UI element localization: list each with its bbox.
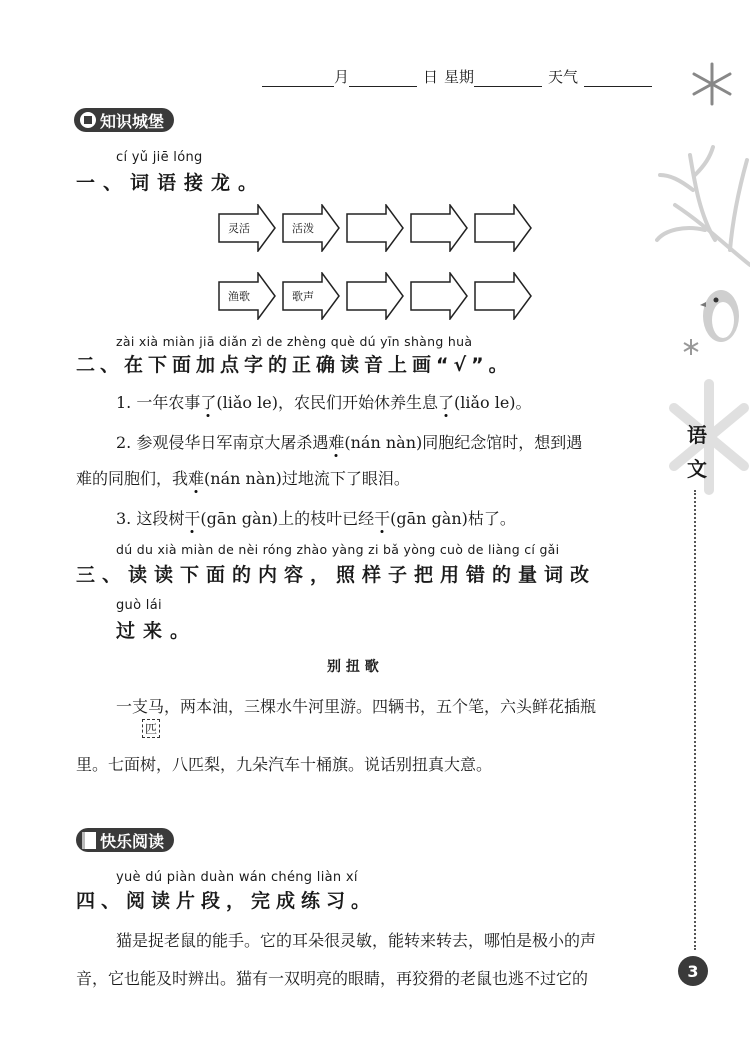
arrow-box[interactable]: 渔歌 (218, 272, 276, 320)
castle-icon (80, 112, 96, 128)
q2-title: 二、在下面加点字的正确读音上画“√”。 (76, 354, 513, 376)
q2-sentence-3: 3. 这段树干(gān gàn)上的枝叶已经干(gān gàn)枯了。 (116, 509, 516, 528)
book-icon (82, 832, 96, 849)
dotted-char: 干 (374, 509, 391, 528)
q1-title: 一、词语接龙。 (76, 172, 266, 194)
dotted-char: 难 (328, 433, 345, 452)
q3-pinyin-2: guò lái (116, 598, 162, 613)
month-label: 月 (334, 68, 350, 86)
q3-title-2: 过来。 (116, 620, 198, 642)
weather-blank (584, 69, 652, 87)
penguin-icon (698, 282, 744, 344)
arrow-box[interactable]: 灵活 (218, 204, 276, 252)
q2-sentence-2: 2. 参观侵华日军南京大屠杀遇难(nán nàn)同胞纪念馆时，想到遇 (116, 433, 583, 452)
arrow-box[interactable] (410, 204, 468, 252)
dotted-char: 难 (188, 469, 205, 488)
section-badge-knowledge (74, 108, 174, 132)
dotted-char: 了 (200, 393, 217, 412)
weather-label: 天气 (548, 68, 579, 86)
section-badge-reading (76, 828, 174, 852)
dotted-char: 干 (184, 509, 201, 528)
day-label: 日 (423, 68, 439, 86)
q2-sentence-1: 1. 一年农事了(liǎo le)，农民们开始休养生息了(liǎo le)。 (116, 393, 532, 412)
poem-title: 别 扭 歌 (327, 659, 379, 675)
example-correction (142, 718, 160, 738)
section-label: 快乐阅读 (100, 831, 165, 851)
q4-pinyin: yuè dú piàn duàn wán chéng liàn xí (116, 870, 358, 885)
poem-line-1: 一支马，两本油，三棵水牛河里游。四辆书，五个笔，六头鲜花插瓶 (116, 697, 597, 716)
dotted-divider (694, 490, 696, 950)
dotted-char: 了 (437, 393, 454, 412)
snowflake-icon (690, 62, 734, 106)
small-snowflake-icon (682, 338, 700, 356)
tree-icon (655, 145, 750, 275)
day-blank (349, 69, 417, 87)
q1-pinyin: cí yǔ jiē lóng (116, 150, 203, 165)
subject-tab: 语文 (687, 423, 707, 481)
q2-pinyin: zài xià miàn jiā diǎn zì de zhèng què dú yīn shàng huà (116, 334, 473, 349)
arrow-box[interactable] (410, 272, 468, 320)
q4-title: 四、阅读片段，完成练习。 (76, 890, 377, 912)
q3-title: 三、读读下面的内容，照样子把用错的量词改 (76, 564, 597, 586)
arrow-box[interactable]: 歌声 (282, 272, 340, 320)
weekday-label: 星期 (444, 68, 475, 86)
q3-pinyin: dú du xià miàn de nèi róng zhào yàng zi bǎ yòng cuò de liàng cí gǎi (116, 542, 560, 557)
example-word: 匹 (142, 719, 160, 738)
reading-paragraph-line-1: 猫是捉老鼠的能手。它的耳朵很灵敏，能转来转去，哪怕是极小的声 (116, 931, 597, 950)
arrow-box[interactable] (474, 272, 532, 320)
weekday-blank (474, 69, 542, 87)
section-label: 知识城堡 (100, 111, 165, 131)
arrow-box[interactable] (346, 272, 404, 320)
reading-paragraph-line-2: 音，它也能及时辨出。猫有一双明亮的眼睛，再狡猾的老鼠也逃不过它的 (76, 969, 589, 988)
arrow-box[interactable]: 活泼 (282, 204, 340, 252)
q2-sentence-2-cont: 难的同胞们，我难(nán nàn)过地流下了眼泪。 (76, 469, 410, 488)
arrow-box[interactable] (346, 204, 404, 252)
date-header (262, 66, 652, 87)
poem-line-2: 里。七面树，八匹梨，九朵汽车十桶旗。说话别扭真大意。 (76, 755, 493, 774)
arrow-box[interactable] (474, 204, 532, 252)
month-blank (262, 69, 334, 87)
page-number: 3 (678, 956, 708, 986)
